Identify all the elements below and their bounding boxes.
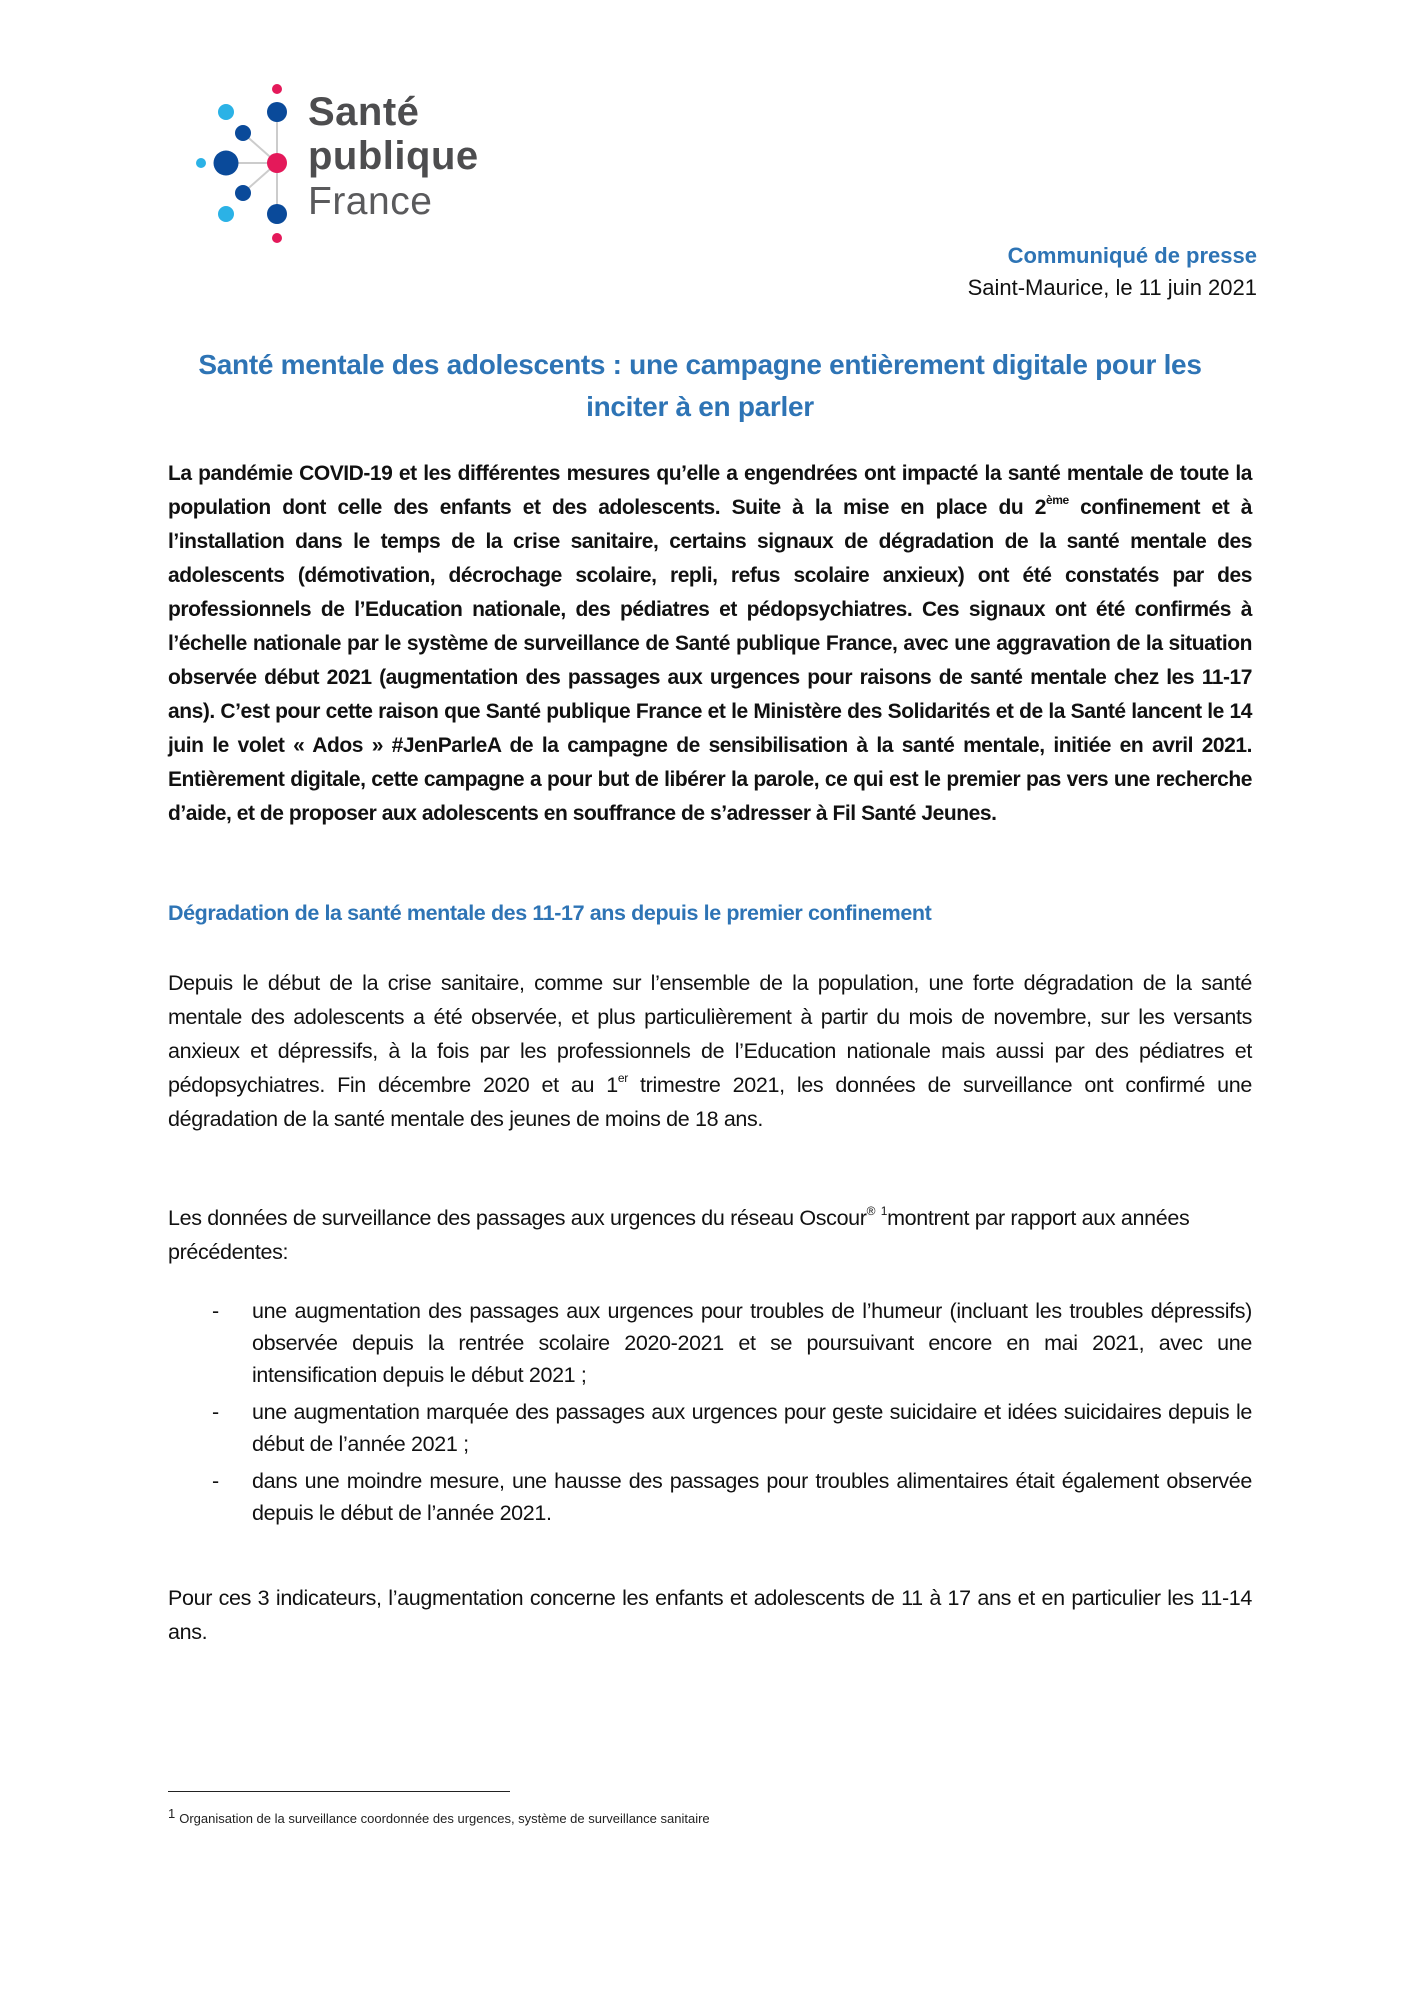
list-item-text: dans une moindre mesure, une hausse des passages pour troubles alimentaires était également observée depuis le début de l’année 2021. bbox=[252, 1469, 1252, 1525]
paragraph-1-text bbox=[168, 966, 1252, 1136]
body-paragraph-2 bbox=[168, 1201, 1252, 1269]
page-title bbox=[150, 344, 1250, 428]
logo-line-sante: Santé bbox=[308, 90, 420, 134]
sante-publique-france-logo bbox=[190, 80, 500, 250]
molecule-logo-icon bbox=[190, 80, 310, 250]
footnote-divider bbox=[168, 1791, 510, 1792]
lead-text-part-1: La pandémie COVID-19 et les différentes mesures qu’elle a engendrées ont impacté la santé mentale de toute la population dont celle des enfants et des adolescents. Suite à la mise en place du 2 bbox=[168, 462, 1252, 519]
para1-superscript: er bbox=[617, 1071, 628, 1085]
lead-text-part-2: confinement et à l’installation dans le temps de la crise sanitaire, certains signaux de dégradation de la santé mentale des adolescents (démotivation, décrochage scolaire, repli, refus scolaire anxieux) ont été constatés par des professionnels de l’Education nationale, des pédiatres et pédopsychiatres. Ces signaux ont été confirmés à l’échelle nationale par le système de surveillance de Santé publique France, avec une aggravation de la situation observée début 2021 (augmentation des passages aux urgences pour raisons de santé mentale chez les 11-17 ans). C’est pour cette raison que Santé publique France et le Ministère des Solidarités et de la Santé lancent le 14 juin le volet « Ados » #JenParleA de la campagne de sensibilisation à la santé mentale, initiée en avril 2021. Entièrement digitale, cette campagne a pour but de libérer la parole, ce qui est le premier pas vers une recherche d’aide, et de proposer aux adolescents en souffrance de s’adresser à Fil Santé Jeunes. bbox=[168, 496, 1253, 825]
dash-bullet-icon: - bbox=[212, 1299, 220, 1323]
list-item bbox=[168, 1465, 1252, 1529]
title-line-2: inciter à en parler bbox=[586, 391, 814, 422]
press-header bbox=[968, 240, 1257, 304]
para1-part-2: trimestre 2021, les données de surveillance ont confirmé une dégradation de la santé mentale des jeunes de moins de 18 ans. bbox=[168, 1073, 1252, 1131]
list-item bbox=[168, 1396, 1252, 1460]
para2-part-2: montrent par rapport aux années précédentes: bbox=[168, 1206, 1190, 1264]
list-item-text: une augmentation des passages aux urgences pour troubles de l’humeur (incluant les troubles dépressifs) observée depuis la rentrée scolaire 2020-2021 et se poursuivant encore en mai 2021, avec une intensification depuis le début 2021 ; bbox=[252, 1299, 1252, 1387]
paragraph-3-text: Pour ces 3 indicateurs, l’augmentation concerne les enfants et adolescents de 11 à 17 ans et en particulier les 11-14 ans. bbox=[168, 1586, 1252, 1644]
dash-bullet-icon: - bbox=[212, 1469, 220, 1493]
footnote-reference[interactable]: 1 bbox=[880, 1204, 888, 1218]
paragraph-2-text bbox=[168, 1201, 1252, 1269]
logo-line-publique: publique bbox=[308, 134, 479, 178]
footnote-text: Organisation de la surveillance coordonnée des urgences, système de surveillance sanitaire bbox=[179, 1811, 710, 1826]
para2-part-1: Les données de surveillance des passages aux urgences du réseau Oscour bbox=[168, 1206, 867, 1230]
section-heading: Dégradation de la santé mentale des 11-17 ans depuis le premier confinement bbox=[168, 901, 932, 925]
lead-text bbox=[168, 457, 1252, 831]
document-type: Communiqué de presse bbox=[1007, 243, 1257, 268]
body-paragraph-3 bbox=[168, 1581, 1252, 1649]
para1-part-1: Depuis le début de la crise sanitaire, comme sur l’ensemble de la population, une forte dégradation de la santé mentale des adolescents a été observée, et plus particulièrement à partir du mois de novembre, sur les versants anxieux et dépressifs, à la fois par les professionnels de l’Education nationale mais aussi par des pédiatres et pédopsychiatres. Fin décembre 2020 et au 1 bbox=[168, 971, 1252, 1097]
dash-bullet-icon: - bbox=[212, 1400, 220, 1424]
logo-wordmark bbox=[308, 92, 479, 221]
lead-paragraph bbox=[168, 457, 1252, 831]
lead-superscript: ème bbox=[1046, 493, 1069, 507]
list-item bbox=[168, 1295, 1252, 1391]
place-date: Saint-Maurice, le 11 juin 2021 bbox=[967, 275, 1257, 300]
body-paragraph-1 bbox=[168, 966, 1252, 1136]
footnote bbox=[168, 1806, 710, 1826]
logo-line-france: France bbox=[308, 180, 433, 223]
list-item-text: une augmentation marquée des passages aux urgences pour geste suicidaire et idées suicidaires depuis le début de l’année 2021 ; bbox=[252, 1400, 1252, 1456]
footnote-number: 1 bbox=[168, 1806, 176, 1821]
registered-mark: ® bbox=[866, 1204, 876, 1218]
title-line-1: Santé mentale des adolescents : une campagne entièrement digitale pour les bbox=[198, 349, 1202, 380]
indicator-list bbox=[168, 1295, 1252, 1534]
